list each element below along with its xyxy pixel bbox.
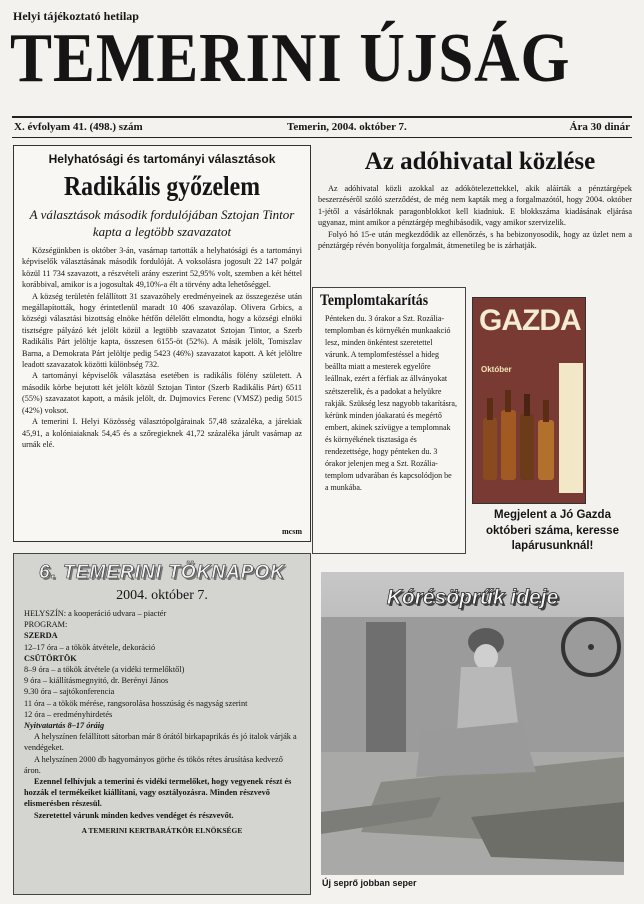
program-line: HELYSZÍN: a kooperáció udvara – piactér [24, 609, 167, 618]
opening-hours: Nyitvatartás 8–17 óráig [24, 721, 105, 731]
article-body-adohivatal [318, 183, 632, 251]
program-line: 8–9 óra – a tökök átvétele (a vidéki termelőktől) [24, 665, 185, 675]
price: Ára 30 dinár [569, 121, 630, 133]
issue-number: X. évfolyam 41. (498.) szám [14, 121, 143, 133]
paragraph: Az adóhivatal közli azokkal az adókötelezettekkel, akik aláírták a pénztárgépek beszerzéséről szóló szerződést, de még nem kapták meg a forgalmazótól, hogy 2004. október 1-jétől a vásárlóknak paragonblokkot kell kiadniuk. E blokkszáma kiadásának eljárása ugyanaz, mint amikor a pénztárgép meghibásodik, vagy amikor szervizelik. [318, 184, 632, 228]
program-note: A helyszínen felállított sátorban már 8 órától birkapaprikás és jó italok várják a vendégeket. [24, 732, 297, 753]
article-title: Radikális győzelem [63, 171, 261, 201]
program-line: 12 óra – eredményhirdetés [24, 709, 113, 719]
paragraph: A község területén felállított 31 szavazóhely eredményeinek az összegezése után megállapították, hogy érintetlenül maradt 10 406 szavazólap. Olivera Grbics, a községi választási bizottság elnöke hétfőn délelőtt elmondta, hogy a községi elnöki tisztségre pályázó két jelölt közül a legtöbb szavazatot Sztojan Tintor, a Szerb Radikális Párt jelöltje kapta, összesen 6155-öt (52%). A másik jelölt, Tomiszlav Barna, a Demokrata Párt jelöltje pedig 5423 (46%) szavazatot kapott. A két jelöltre leadott szavazatok közötti különbség 732. [22, 291, 302, 370]
photo-title: Kórésöprűk ideje [386, 586, 559, 609]
author-signature: mcsm [282, 527, 302, 536]
masthead: TEMERINI ÚJSÁG [10, 20, 571, 97]
paragraph: A tartományi képviselők választása esetében is radikális fölény született. A második körbe bejutott két jelölt közül Sztojan Tintor (Szerb Radikális Párt) 6511 (55%) szavazatot kapott, a másik jelölt, dr. Dujmovics Ferenc (VMSZ) pedig 5015 (42%) voksot. [22, 371, 302, 415]
paragraph: Községünkben is október 3-án, vasárnap tartották a helyhatósági és a tartományi képviselők választásának második fordulóját. A voksolásra jogosult 22 147 polgár közül 11 734 szavazott, a részvételi arány eszerint 52,95% volt, szemben a két héttel korábbival, amikor is a jogosultak 49,10%-a élt a törvény adta lehetőséggel. [22, 246, 302, 290]
program-note: A helyszínen 2000 db hagyományos görhe és tökös rétes árusítása kedvező áron. [24, 754, 283, 775]
program-invite: Ezennel felhívjuk a temerini és vidéki termelőket, hogy vegyenek részt és hozzák el termékeiket kiállítani, vagy osztályozásra. Minden részvevő elismerésben részesül. [24, 777, 292, 809]
event-title: 6. TEMERINI TÖKNAPOK [39, 562, 285, 583]
dateline: Temerin, 2004. október 7. [287, 121, 407, 133]
magazine-logo: GAZDA [479, 304, 581, 337]
program-day: CSÜTÖRTÖK [24, 653, 77, 663]
event-date: 2004. október 7. [116, 588, 208, 603]
event-box-toknapok [13, 553, 311, 895]
program-line: 11 óra – a tökök mérése, rangsorolása hosszúság és nagyság szerint [24, 698, 248, 708]
broom-photo [321, 572, 624, 875]
program-line: 12–17 óra – a tökök átvétele, dekoráció [24, 642, 156, 652]
article-supertitle: Helyhatósági és tartományi választások [48, 152, 276, 166]
issue-bar [12, 116, 632, 138]
program-welcome: Szeretettel várunk minden kedves vendéget és részvevőt. [34, 810, 234, 820]
article-body: Pénteken du. 3 órakor a Szt. Rozália-templomban és környékén munkaakció lesz, minden önkéntest szeretettel várunk. A templomfestéssel a hideg beállta miatt a mesterek egyelőre leállnak, ezért a férfiak az állványokat szétszerelik, és a padokat a helyükre rakják. Szükség lesz nagyobb takarításra, kérünk minden jóakaratú és megértő embert, akinek szívügye a templomnak és környékének tisztasága és rendezettsége, hogy pénteken du. 3 órakor jelenjen meg a Szt. Rozália-templom udvarában és kapcsolódjon be a munkába. [325, 314, 457, 493]
program-line: PROGRAM: [24, 620, 68, 630]
kicker: Helyi tájékoztató hetilap [13, 9, 139, 23]
program-line: 9.30 óra – sajtókonferencia [24, 687, 115, 697]
article-body [14, 240, 310, 450]
magazine-cover [472, 297, 586, 504]
magazine-caption: Megjelent a Jó Gazda októberi száma, keresse lapárusunknál! [486, 509, 619, 552]
paragraph: Folyó hó 15-e után megkezdődik az ellenőrzés, s ha bebizonyosodik, hogy az üzlet nem a pénztárgép révén bonyolítja forgalmát, átmenetileg be is zárhatják. [318, 229, 632, 251]
magazine-month: Október [481, 365, 512, 374]
program-line: 9 óra – kiállításmegnyitó, dr. Berényi János [24, 676, 169, 686]
paragraph: A temerini I. Helyi Közösség választópolgárainak 57,48 százaléka, a járekiak 45,91, a kolóniaiaknak 54,45 és a szőregieknek 41,72 százaléka járult vasárnap az urnák elé. [22, 417, 302, 449]
article-title: Templomtakarítás [320, 292, 429, 309]
bottles-image [473, 298, 585, 503]
event-program [14, 604, 310, 836]
article-templom [312, 287, 466, 554]
program-signature: A TEMERINI KERTBARÁTKÖR ELNÖKSÉGE [81, 825, 243, 835]
photo-image [321, 572, 624, 875]
program-day: SZERDA [24, 631, 58, 641]
article-radikalis [13, 145, 311, 542]
article-title-adohivatal: Az adóhivatal közlése [364, 148, 596, 175]
photo-caption: Új seprő jobban seper [322, 878, 417, 888]
article-subtitle: A választások második fordulójában Sztojan Tintor kapta a legtöbb szavazatot [29, 207, 295, 239]
